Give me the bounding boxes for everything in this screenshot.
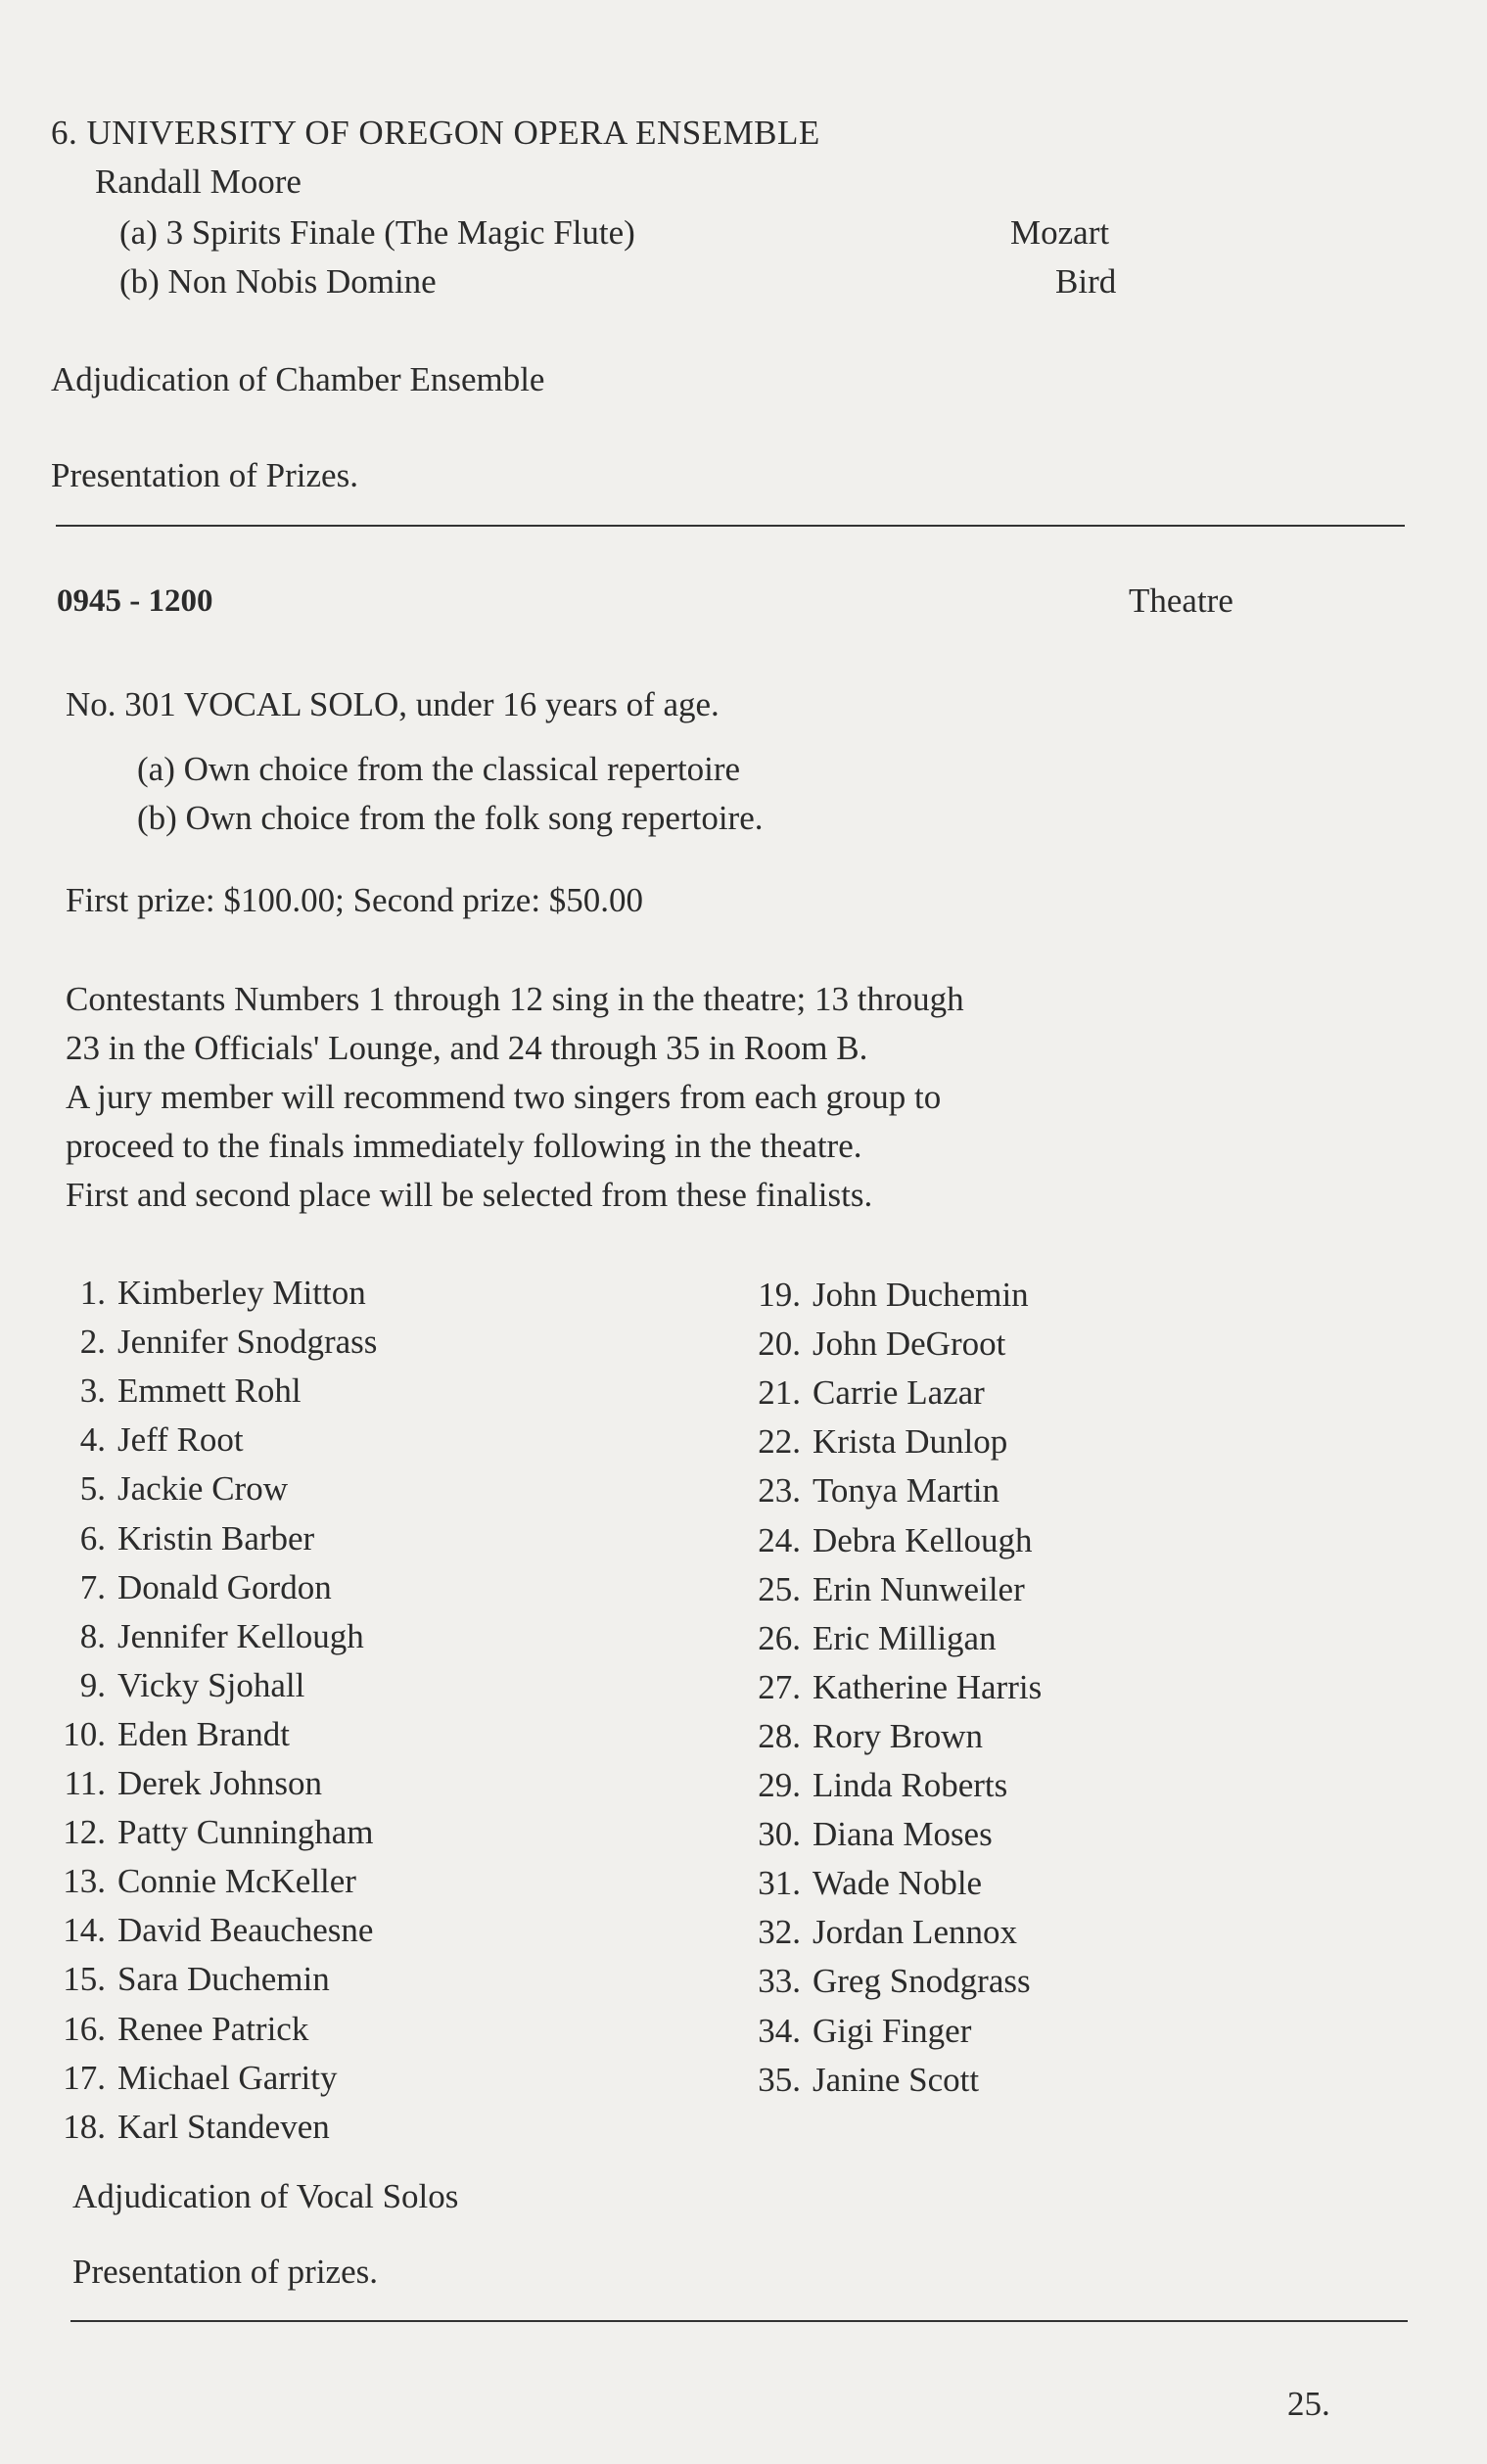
contestant-number: 14.: [63, 1911, 106, 1950]
contestant-number: 21.: [758, 1373, 801, 1413]
contestant-item: [49, 2009, 309, 2048]
contestant-number: 13.: [63, 1862, 106, 1901]
piece-title-a: (a) 3 Spirits Finale (The Magic Flute): [119, 213, 635, 252]
contestant-number: 27.: [758, 1667, 801, 1706]
contestant-item: [49, 1469, 288, 1509]
contestant-number: 4.: [79, 1420, 106, 1460]
contestant-item: [744, 1864, 983, 1903]
contestant-name: Greg Snodgrass: [813, 1962, 1031, 2001]
contestant-item: [49, 1813, 374, 1852]
piece-title-b: (b) Non Nobis Domine: [119, 262, 437, 301]
contestant-number: 8.: [79, 1616, 106, 1655]
contestant-name: Krista Dunlop: [813, 1422, 1008, 1462]
contestant-name: Jeff Root: [117, 1420, 244, 1460]
contestant-name: David Beauchesne: [117, 1911, 374, 1950]
contestant-number: 28.: [758, 1716, 801, 1755]
contestant-number: 6.: [79, 1518, 106, 1557]
section-divider-bottom: [70, 2320, 1408, 2322]
contestant-item: [49, 1862, 356, 1901]
contestant-name: Eric Milligan: [813, 1618, 997, 1657]
contestant-name: Carrie Lazar: [813, 1373, 985, 1413]
contestant-name: Vicky Sjohall: [117, 1665, 305, 1704]
contestant-name: John DeGroot: [813, 1325, 1006, 1364]
prize-amounts: First prize: $100.00; Second prize: $50.00: [66, 881, 644, 919]
contestant-item: [744, 1618, 997, 1657]
contestant-number: 5.: [79, 1469, 106, 1509]
session-venue: Theatre: [1129, 581, 1233, 620]
instruction-line-2: 23 in the Officials' Lounge, and 24 through 35 in Room B.: [66, 1029, 868, 1067]
contestant-item: [744, 1278, 1029, 1312]
contestant-name: Jennifer Snodgrass: [117, 1323, 378, 1362]
contestant-name: Tonya Martin: [813, 1471, 999, 1511]
contestant-item: [744, 1913, 1017, 1952]
contestant-name: Katherine Harris: [813, 1667, 1043, 1706]
ensemble-director: Randall Moore: [95, 163, 302, 201]
piece-composer-b: Bird: [1055, 262, 1117, 301]
contestant-item: [744, 1373, 985, 1413]
requirement-a: (a) Own choice from the classical repertoire: [137, 750, 741, 788]
contestant-number: 1.: [79, 1274, 106, 1312]
contestant-number: 3.: [79, 1371, 106, 1411]
section-divider-top: [56, 525, 1405, 527]
contestant-name: Sara Duchemin: [117, 1960, 330, 1999]
contestant-item: [744, 1815, 993, 1854]
contestant-item: [49, 1371, 302, 1411]
contestant-item: [744, 1569, 1025, 1608]
contestant-item: [49, 1323, 378, 1362]
contestant-item: [49, 1420, 244, 1460]
contestant-name: Linda Roberts: [813, 1766, 1008, 1804]
piece-composer-a: Mozart: [1010, 213, 1110, 252]
contestant-number: 16.: [63, 2009, 106, 2048]
contestant-name: Erin Nunweiler: [813, 1569, 1025, 1608]
contestant-number: 33.: [758, 1962, 801, 2001]
contestant-name: Rory Brown: [813, 1716, 984, 1755]
contestant-name: Wade Noble: [813, 1864, 983, 1903]
contestant-item: [49, 1766, 322, 1800]
contestant-number: 12.: [63, 1813, 106, 1852]
contestant-number: 7.: [79, 1567, 106, 1606]
ensemble-heading: 6. UNIVERSITY OF OREGON OPERA ENSEMBLE: [51, 114, 820, 152]
contestant-item: [49, 1665, 305, 1704]
contestant-number: 31.: [758, 1864, 801, 1903]
contestant-item: [49, 2107, 330, 2146]
contestant-item: [744, 1962, 1031, 2001]
contestant-number: 23.: [758, 1471, 801, 1511]
contestant-item: [49, 1616, 364, 1655]
contestant-name: Eden Brandt: [117, 1714, 290, 1753]
contestant-number: 2.: [79, 1323, 106, 1362]
contestant-item: [744, 2011, 972, 2050]
contestant-name: Gigi Finger: [813, 2011, 972, 2050]
instruction-line-5: First and second place will be selected from these finalists.: [66, 1176, 873, 1214]
instruction-line-1: Contestants Numbers 1 through 12 sing in the theatre; 13 through: [66, 980, 964, 1018]
contestant-item: [49, 1960, 330, 1999]
contestant-number: 18.: [63, 2107, 106, 2146]
contestant-number: 26.: [758, 1618, 801, 1657]
vocal-adjudication: Adjudication of Vocal Solos: [72, 2177, 459, 2215]
contestant-name: Diana Moses: [813, 1815, 993, 1854]
instruction-line-4: proceed to the finals immediately following in the theatre.: [66, 1127, 862, 1165]
chamber-adjudication: Adjudication of Chamber Ensemble: [51, 360, 545, 398]
contestant-name: Karl Standeven: [117, 2107, 330, 2146]
contestant-number: 15.: [63, 1960, 106, 1999]
instruction-line-3: A jury member will recommend two singers from each group to: [66, 1078, 942, 1116]
contestant-number: 35.: [758, 2060, 801, 2099]
contestant-number: 34.: [758, 2011, 801, 2050]
contestant-number: 11.: [64, 1764, 106, 1802]
contestant-item: [49, 1714, 290, 1753]
contestant-name: Debra Kellough: [813, 1520, 1033, 1559]
contestant-name: Kristin Barber: [117, 1518, 315, 1557]
contestant-name: John Duchemin: [813, 1276, 1029, 1314]
contestant-name: Janine Scott: [813, 2060, 980, 2099]
contestant-name: Jackie Crow: [117, 1469, 288, 1509]
contestant-name: Jordan Lennox: [813, 1913, 1017, 1952]
contestant-item: [49, 1518, 315, 1557]
contestant-number: 17.: [63, 2058, 106, 2097]
contestant-number: 9.: [79, 1665, 106, 1704]
contestant-number: 20.: [758, 1325, 801, 1364]
contestant-number: 30.: [758, 1815, 801, 1854]
contestant-name: Michael Garrity: [117, 2058, 338, 2097]
contestant-item: [744, 1325, 1006, 1364]
contestant-item: [49, 2058, 338, 2097]
contestant-item: [744, 1422, 1008, 1462]
contestant-item: [744, 1716, 984, 1755]
contestant-number: 22.: [758, 1422, 801, 1462]
contestant-number: 10.: [63, 1714, 106, 1753]
chamber-presentation: Presentation of Prizes.: [51, 456, 358, 494]
contestant-name: Renee Patrick: [117, 2009, 309, 2048]
contestant-name: Kimberley Mitton: [117, 1274, 366, 1312]
contestant-number: 19.: [758, 1276, 801, 1314]
contestant-item: [49, 1911, 374, 1950]
contestant-item: [49, 1567, 332, 1606]
contestant-number: 32.: [758, 1913, 801, 1952]
contestant-name: Donald Gordon: [117, 1567, 332, 1606]
contestant-item: [744, 1471, 999, 1511]
contestant-name: Emmett Rohl: [117, 1371, 302, 1411]
contestant-name: Connie McKeller: [117, 1862, 356, 1901]
page-number: 25.: [1287, 2385, 1330, 2423]
contestant-item: [49, 1276, 366, 1310]
requirement-b: (b) Own choice from the folk song repertoire.: [137, 799, 764, 837]
contestant-item: [744, 1768, 1007, 1802]
class-title: No. 301 VOCAL SOLO, under 16 years of age.: [66, 685, 720, 723]
session-time: 0945 - 1200: [57, 583, 213, 619]
vocal-presentation: Presentation of prizes.: [72, 2253, 378, 2291]
contestant-number: 25.: [758, 1569, 801, 1608]
contestant-item: [744, 2060, 980, 2099]
contestant-number: 29.: [758, 1766, 801, 1804]
contestant-name: Jennifer Kellough: [117, 1616, 364, 1655]
contestant-number: 24.: [758, 1520, 801, 1559]
contestant-item: [744, 1667, 1043, 1706]
contestant-item: [744, 1520, 1033, 1559]
contestant-name: Patty Cunningham: [117, 1813, 374, 1852]
contestant-name: Derek Johnson: [117, 1764, 322, 1802]
